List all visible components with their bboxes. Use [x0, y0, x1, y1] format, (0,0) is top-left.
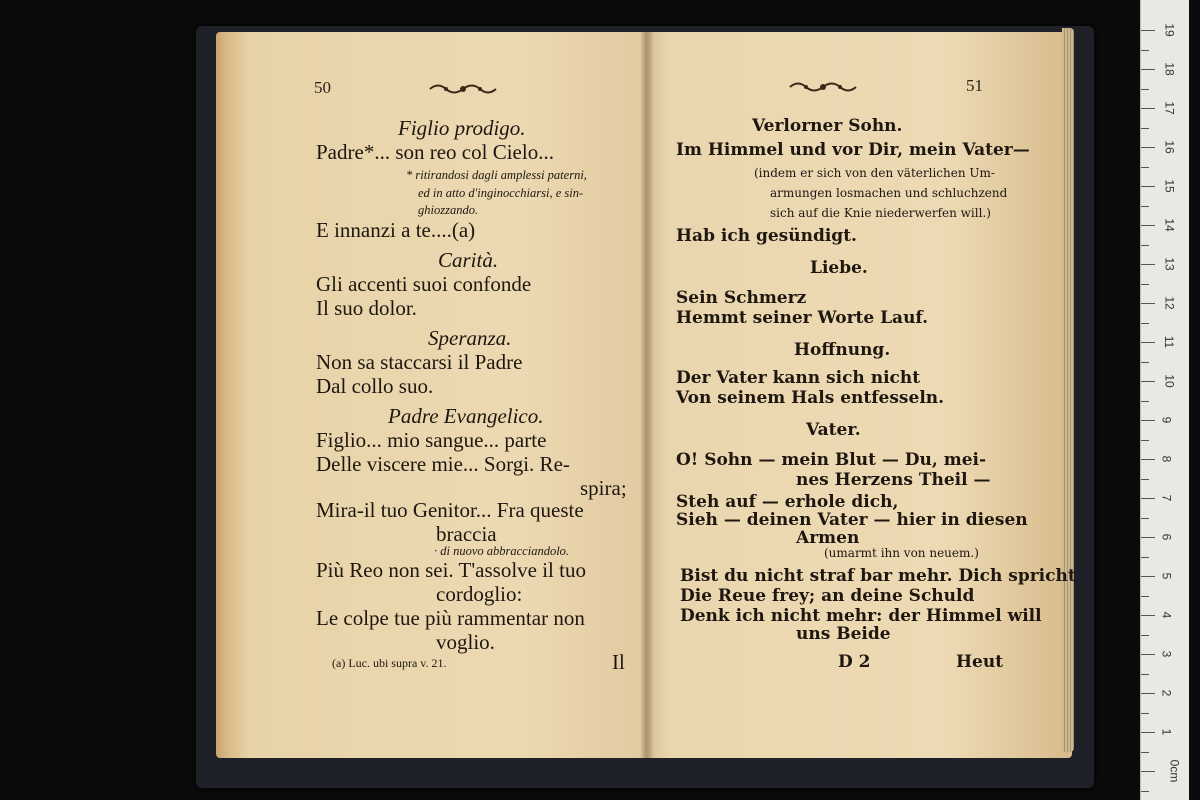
verse-line: O! Sohn — mein Blut — Du, mei- [676, 450, 987, 470]
ruler-label: 14 [1162, 218, 1177, 232]
ruler-tick [1141, 440, 1149, 441]
ruler-tick [1141, 323, 1149, 324]
verse-line: spira; [580, 476, 627, 500]
ruler-label: 7 [1159, 494, 1174, 502]
verse-line: Gli accenti suoi confonde [316, 272, 532, 296]
ruler-label: 8 [1159, 455, 1174, 463]
ornament-icon [428, 80, 498, 98]
verse-line: Il suo dolor. [316, 296, 417, 320]
ruler-tick [1141, 362, 1149, 363]
ruler-tick [1141, 693, 1155, 694]
right-page-number: 51 [966, 76, 983, 95]
verse-line: Im Himmel und vor Dir, mein Vater— [676, 140, 1030, 160]
ruler-label: 5 [1159, 572, 1174, 580]
ruler-label: 17 [1162, 101, 1177, 115]
stage-direction: (indem er sich von den väterlichen Um- [754, 166, 995, 180]
ruler-label: 4 [1159, 611, 1174, 619]
speaker-heading: Speranza. [428, 326, 512, 350]
signature-mark: D 2 [838, 652, 871, 672]
ruler-tick [1141, 791, 1149, 792]
ruler-tick [1141, 186, 1155, 187]
speaker-heading: Hoffnung. [794, 340, 891, 360]
ruler-tick [1141, 771, 1155, 772]
ruler-tick [1141, 303, 1155, 304]
ruler-label: 12 [1162, 296, 1177, 310]
ruler-tick [1141, 479, 1149, 480]
ruler-tick [1141, 420, 1155, 421]
ruler-tick [1141, 108, 1155, 109]
ruler-tick [1141, 635, 1149, 636]
verse-line: Non sa staccarsi il Padre [316, 350, 523, 374]
ruler-tick [1141, 518, 1149, 519]
verse-line: Mira-il tuo Genitor... Fra queste [316, 498, 584, 522]
ruler-tick [1141, 381, 1155, 382]
ruler-label: 15 [1162, 179, 1177, 193]
verse-line: Padre*... son reo col Cielo... [316, 140, 554, 164]
verse-line: Sein Schmerz [676, 288, 807, 308]
ruler-tick [1141, 50, 1149, 51]
ruler-label: 18 [1162, 62, 1177, 76]
verse-line: Delle viscere mie... Sorgi. Re- [316, 452, 570, 476]
ruler-tick [1141, 89, 1149, 90]
verse-line: Figlio... mio sangue... parte [316, 428, 547, 452]
stage-direction: · di nuovo abbracciandolo. [434, 544, 570, 558]
verse-line: Von seinem Hals entfesseln. [676, 388, 945, 408]
ruler-tick [1141, 264, 1155, 265]
ruler-label: 13 [1162, 257, 1177, 271]
measuring-ruler [1140, 0, 1189, 800]
verse-line: uns Beide [796, 624, 891, 644]
verse-line: Hemmt seiner Worte Lauf. [676, 308, 929, 328]
ruler-label: 6 [1159, 533, 1174, 541]
ruler-label: 10 [1162, 374, 1177, 388]
stage-direction: armungen losmachen und schluchzend [770, 186, 1008, 200]
ruler-tick [1141, 713, 1149, 714]
catchword: Il [612, 650, 625, 674]
verse-line: cordoglio: [436, 582, 523, 606]
ruler-tick [1141, 245, 1149, 246]
speaker-heading: Liebe. [810, 258, 868, 278]
ruler-label: 3 [1159, 650, 1174, 658]
ruler-label: 1 [1159, 728, 1174, 736]
catchword: Heut [956, 652, 1004, 672]
ruler-label: 0cm [1167, 759, 1182, 783]
ruler-tick [1141, 576, 1155, 577]
verse-line: voglio. [436, 630, 495, 654]
ruler-label: 16 [1162, 140, 1177, 154]
stage-direction: * ritirandosi dagli amplessi paterni, [406, 168, 587, 182]
verse-line: braccia [436, 522, 497, 546]
ruler-tick [1141, 596, 1149, 597]
stage-direction: ed in atto d'inginocchiarsi, e sin- [418, 186, 584, 200]
speaker-heading: Verlorner Sohn. [752, 116, 903, 136]
ruler-tick [1141, 498, 1155, 499]
stage-direction: (umarmt ihn von neuem.) [824, 546, 979, 560]
ruler-tick [1141, 167, 1149, 168]
ruler-tick [1141, 225, 1155, 226]
ruler-tick [1141, 459, 1155, 460]
ruler-tick [1141, 537, 1155, 538]
stage-direction: ghiozzando. [418, 203, 479, 217]
verse-line: Le colpe tue più rammentar non [316, 606, 585, 630]
ruler-label: 9 [1159, 416, 1174, 424]
ruler-tick [1141, 128, 1149, 129]
book-gutter [640, 32, 654, 758]
ruler-label: 11 [1162, 335, 1177, 349]
ruler-tick [1141, 284, 1149, 285]
verse-line: E innanzi a te....(a) [316, 218, 476, 242]
speaker-heading: Padre Evangelico. [388, 404, 544, 428]
ruler-tick [1141, 401, 1149, 402]
left-page-number: 50 [314, 78, 331, 97]
verse-line: Armen [796, 528, 860, 548]
speaker-heading: Figlio prodigo. [398, 116, 526, 140]
ruler-tick [1141, 206, 1149, 207]
verse-line: Dal collo suo. [316, 374, 434, 398]
ruler-tick [1141, 615, 1155, 616]
verse-line: Steh auf — erhole dich, [676, 492, 899, 512]
ornament-icon [788, 78, 858, 96]
ruler-tick [1141, 654, 1155, 655]
verse-line: Der Vater kann sich nicht [676, 368, 921, 388]
ruler-tick [1141, 147, 1155, 148]
ruler-tick [1141, 30, 1155, 31]
verse-line: Hab ich gesündigt. [676, 226, 857, 246]
ruler-label: 19 [1162, 23, 1177, 37]
footnote: (a) Luc. ubi supra v. 21. [332, 656, 447, 670]
ruler-tick [1141, 342, 1155, 343]
ruler-tick [1141, 557, 1149, 558]
verse-line: Più Reo non sei. T'assolve il tuo [316, 558, 586, 582]
speaker-heading: Vater. [806, 420, 861, 440]
speaker-heading: Carità. [438, 248, 499, 272]
stage-direction: sich auf die Knie niederwerfen will.) [770, 206, 991, 220]
page-edges [1062, 28, 1074, 752]
verse-line: nes Herzens Theil — [796, 470, 991, 490]
verse-line: Bist du nicht straf bar mehr. Dich spricht [680, 566, 1076, 586]
ruler-label: 2 [1159, 689, 1174, 697]
verse-line: Die Reue frey; an deine Schuld [680, 586, 975, 606]
ruler-tick [1141, 732, 1155, 733]
verse-line: Sieh — deinen Vater — hier in diesen [676, 510, 1028, 530]
ruler-tick [1141, 69, 1155, 70]
ruler-tick [1141, 752, 1149, 753]
verse-line: Denk ich nicht mehr: der Himmel will [680, 606, 1042, 626]
ruler-tick [1141, 674, 1149, 675]
